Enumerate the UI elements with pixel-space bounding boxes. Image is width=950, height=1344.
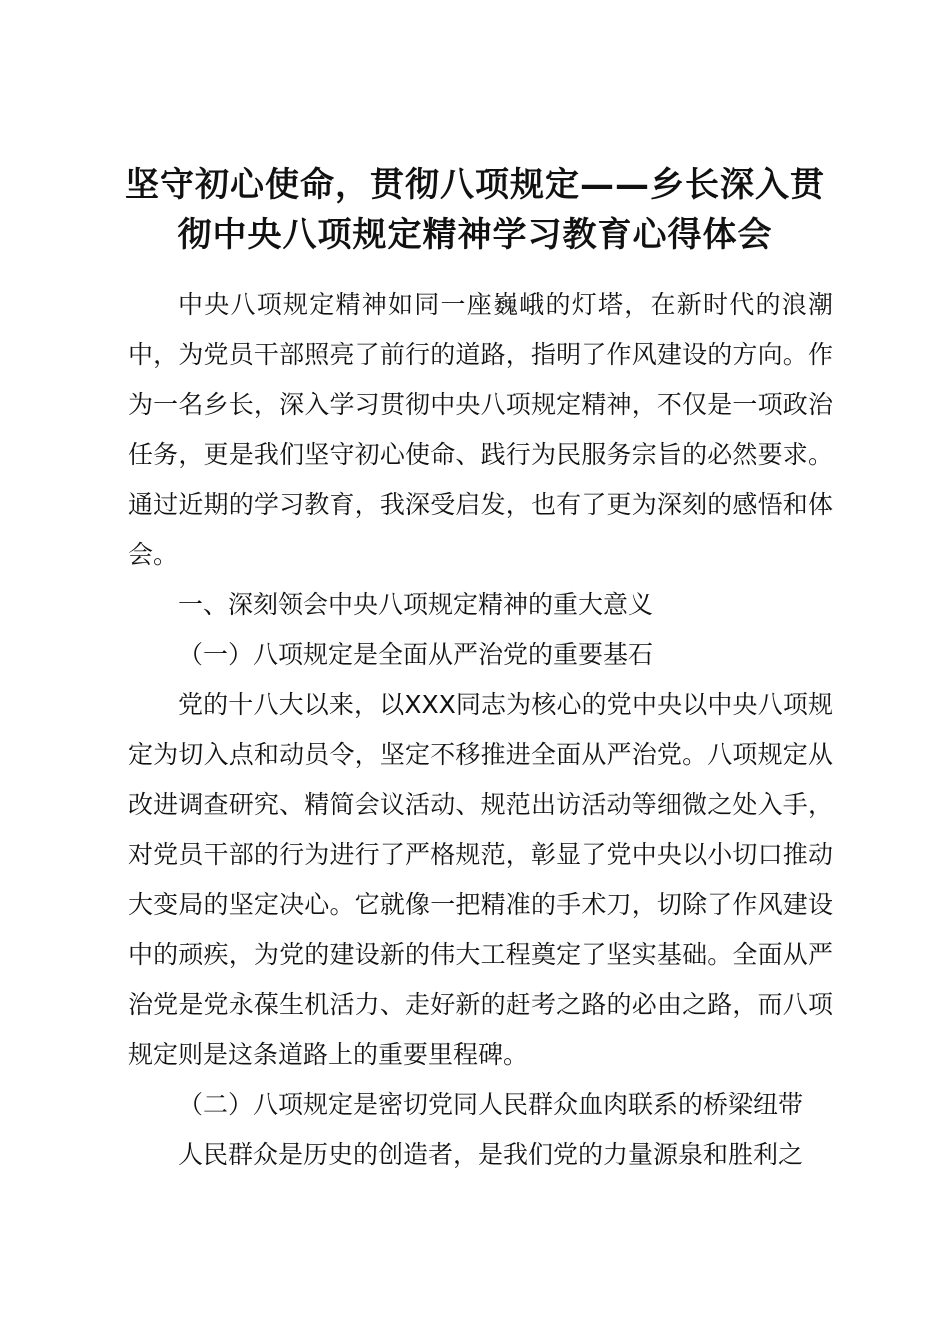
subsection-paragraph-2: 人民群众是历史的创造者，是我们党的力量源泉和胜利之	[178, 1140, 804, 1169]
intro-paragraph: 中央八项规定精神如同一座巍峨的灯塔，在新时代的浪潮中，为党员干部照亮了前行的道路，指明了作风建设的方向。作为一名乡长，深入学习贯彻中央八项规定精神，不仅是一项政治任务，更是我们坚守初心使命、践行为民服务宗旨的必然要求。通过近期的学习教育，我深受启发，也有了更为深刻的感悟和体会。	[128, 290, 833, 569]
subsection-heading-2: （二）八项规定是密切党同人民群众血肉联系的桥梁纽带	[178, 1090, 804, 1119]
document-body	[128, 280, 833, 1180]
subsection-paragraph-1: 党的十八大以来，以XXX同志为核心的党中央以中央八项规定为切入点和动员令，坚定不移推进全面从严治党。八项规定从改进调查研究、精简会议活动、规范出访活动等细微之处入手，对党员干部的行为进行了严格规范，彰显了党中央以小切口推动大变局的坚定决心。它就像一把精准的手术刀，切除了作风建设中的顽疾，为党的建设新的伟大工程奠定了坚实基础。全面从严治党是党永葆生机活力、走好新的赶考之路的必由之路，而八项规定则是这条道路上的重要里程碑。	[128, 690, 833, 1069]
subsection-heading-1: （一）八项规定是全面从严治党的重要基石	[178, 640, 654, 669]
document-title: 坚守初心使命，贯彻八项规定——乡长深入贯彻中央八项规定精神学习教育心得体会	[125, 165, 825, 255]
section-heading-1: 一、深刻领会中央八项规定精神的重大意义	[178, 590, 654, 619]
